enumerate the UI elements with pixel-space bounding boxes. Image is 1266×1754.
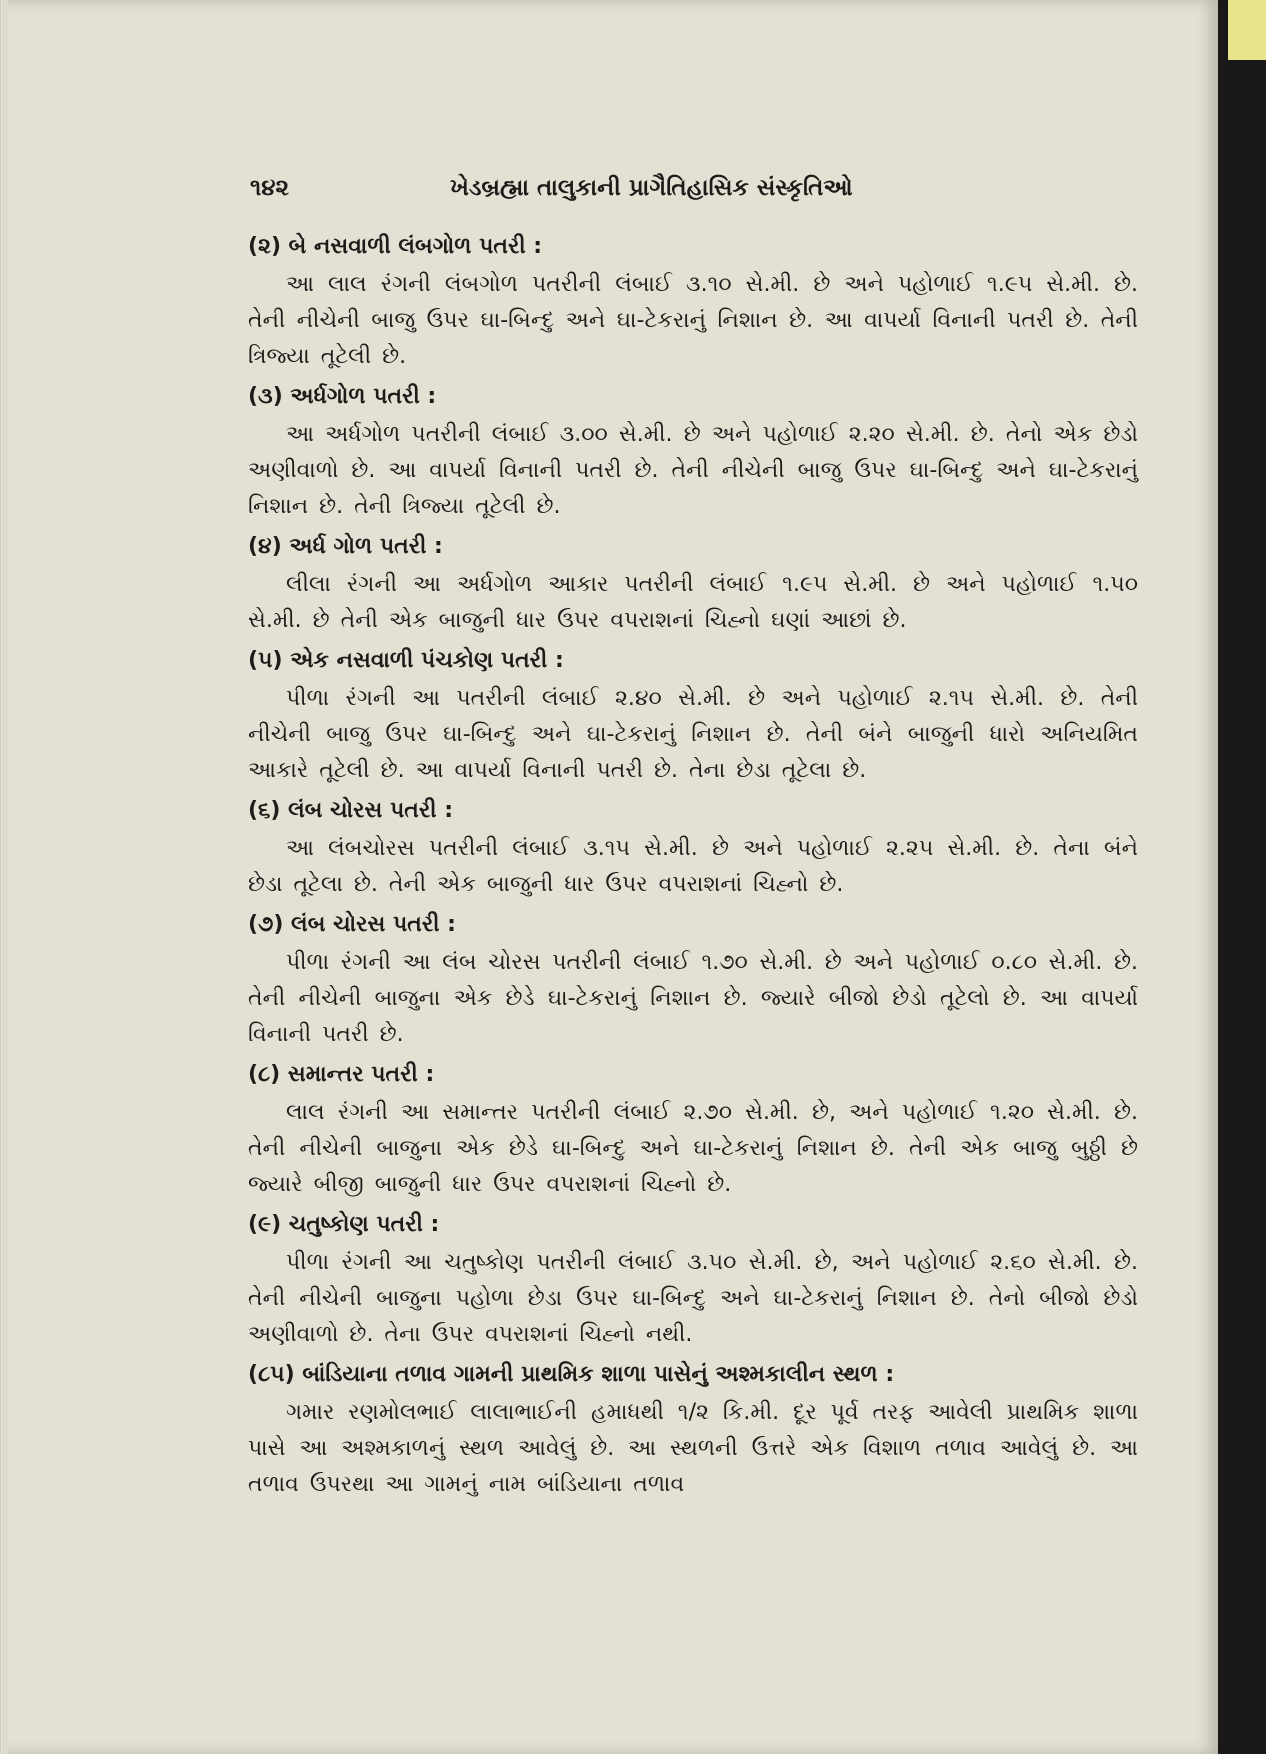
page-stack-edge	[0, 0, 8, 1754]
section-paragraph: પીળા રંગની આ લંબ ચોરસ પતરીની લંબાઈ ૧.૭૦ સે.મી. છે અને પહોળાઈ ૦.૮૦ સે.મી. છે. તેની નીચેની બાજુના એક છેડે ઘા-ટેકરાનું નિશાન છે. જ્યારે બીજો છેડો તૂટેલો છે. આ વાપર્યા વિનાની પતરી છે.	[248, 950, 1138, 1047]
page-number: ૧૪૨	[250, 175, 290, 201]
section-paragraph: આ લાલ રંગની લંબગોળ પતરીની લંબાઈ ૩.૧૦ સે.મી. છે અને પહોળાઈ ૧.૯૫ સે.મી. છે. તેની નીચેની બાજુ ઉપર ઘા-બિન્દુ અને ઘા-ટેકરાનું નિશાન છે. આ વાપર્યા વિનાની પતરી છે. તેની ત્રિજ્યા તૂટેલી છે.	[248, 272, 1138, 369]
section-heading: (૩) અર્ધગોળ પતરી :	[248, 384, 437, 409]
section-heading: (૮) સમાન્તર પતરી :	[248, 1062, 435, 1087]
section-paragraph: પીળા રંગની આ પતરીની લંબાઈ ૨.૪૦ સે.મી. છે અને પહોળાઈ ૨.૧૫ સે.મી. છે. તેની નીચેની બાજુ ઉપર ઘા-બિન્દુ અને ઘા-ટેકરાનું નિશાન છે. તેની બંને બાજુની ધારો અનિયમિત આકારે તૂટેલી છે. આ વાપર્યા વિનાની પતરી છે. તેના છેડા તૂટેલા છે.	[248, 686, 1138, 783]
section-paragraph: આ લંબચોરસ પતરીની લંબાઈ ૩.૧૫ સે.મી. છે અને પહોળાઈ ૨.૨૫ સે.મી. છે. તેના બંને છેડા તૂટેલા છે. તેની એક બાજુની ધાર ઉપર વપરાશનાં ચિહ્નો છે.	[248, 836, 1138, 897]
section-heading: (૯) ચતુષ્કોણ પતરી :	[248, 1212, 440, 1237]
book-edge-tab	[1228, 0, 1266, 60]
section-heading: (૫) એક નસવાળી પંચકોણ પતરી :	[248, 648, 564, 673]
section-paragraph: લાલ રંગની આ સમાન્તર પતરીની લંબાઈ ૨.૭૦ સે.મી. છે, અને પહોળાઈ ૧.૨૦ સે.મી. છે. તેની નીચેની બાજુના એક છેડે ઘા-બિન્દુ અને ઘા-ટેકરાનું નિશાન છે. તેની એક બાજુ બુઠ્ઠી છે જ્યારે બીજી બાજુની ધાર ઉપર વપરાશનાં ચિહ્નો છે.	[248, 1100, 1138, 1197]
section-heading: (૬) લંબ ચોરસ પતરી :	[248, 798, 453, 823]
page-body	[248, 225, 1138, 1505]
page-header	[250, 175, 1110, 209]
running-title: ખેડબ્રહ્મા તાલુકાની પ્રાગૈતિહાસિક સંસ્કૃતિઓ	[450, 175, 853, 201]
section-heading: (૮૫) બાંડિયાના તળાવ ગામની પ્રાથમિક શાળા પાસેનું અશ્મકાલીન સ્થળ :	[248, 1362, 895, 1387]
section-heading: (૪) અર્ધ ગોળ પતરી :	[248, 534, 443, 559]
section-paragraph: પીળા રંગની આ ચતુષ્કોણ પતરીની લંબાઈ ૩.૫૦ સે.મી. છે, અને પહોળાઈ ૨.૬૦ સે.મી. છે. તેની નીચેની બાજુના પહોળા છેડા ઉપર ઘા-બિન્દુ અને ઘા-ટેકરાનું નિશાન છે. તેનો બીજો છેડો અણીવાળો છે. તેના ઉપર વપરાશનાં ચિહ્નો નથી.	[248, 1250, 1138, 1347]
section-paragraph: લીલા રંગની આ અર્ધગોળ આકાર પતરીની લંબાઈ ૧.૯૫ સે.મી. છે અને પહોળાઈ ૧.૫૦ સે.મી. છે તેની એક બાજુની ધાર ઉપર વપરાશનાં ચિહ્નો ઘણાં આછાં છે.	[248, 572, 1138, 633]
section-paragraph: આ અર્ધગોળ પતરીની લંબાઈ ૩.૦૦ સે.મી. છે અને પહોળાઈ ૨.૨૦ સે.મી. છે. તેનો એક છેડો અણીવાળો છે. આ વાપર્યા વિનાની પતરી છે. તેની નીચેની બાજુ ઉપર ઘા-બિન્દુ અને ઘા-ટેકરાનું નિશાન છે. તેની ત્રિજ્યા તૂટેલી છે.	[248, 422, 1138, 519]
section-heading: (૭) લંબ ચોરસ પતરી :	[248, 912, 456, 937]
section-heading: (૨) બે નસવાળી લંબગોળ પતરી :	[248, 234, 543, 259]
section-paragraph: ગમાર રણમોલભાઈ લાલાભાઈની હમાધથી ૧/૨ કિ.મી. દૂર પૂર્વ તરફ આવેલી પ્રાથમિક શાળા પાસે આ અશ્મકાળનું સ્થળ આવેલું છે. આ સ્થળની ઉત્તરે એક વિશાળ તળાવ આવેલું છે. આ તળાવ ઉપરથા આ ગામનું નામ બાંડિયાના તળાવ	[248, 1400, 1138, 1497]
